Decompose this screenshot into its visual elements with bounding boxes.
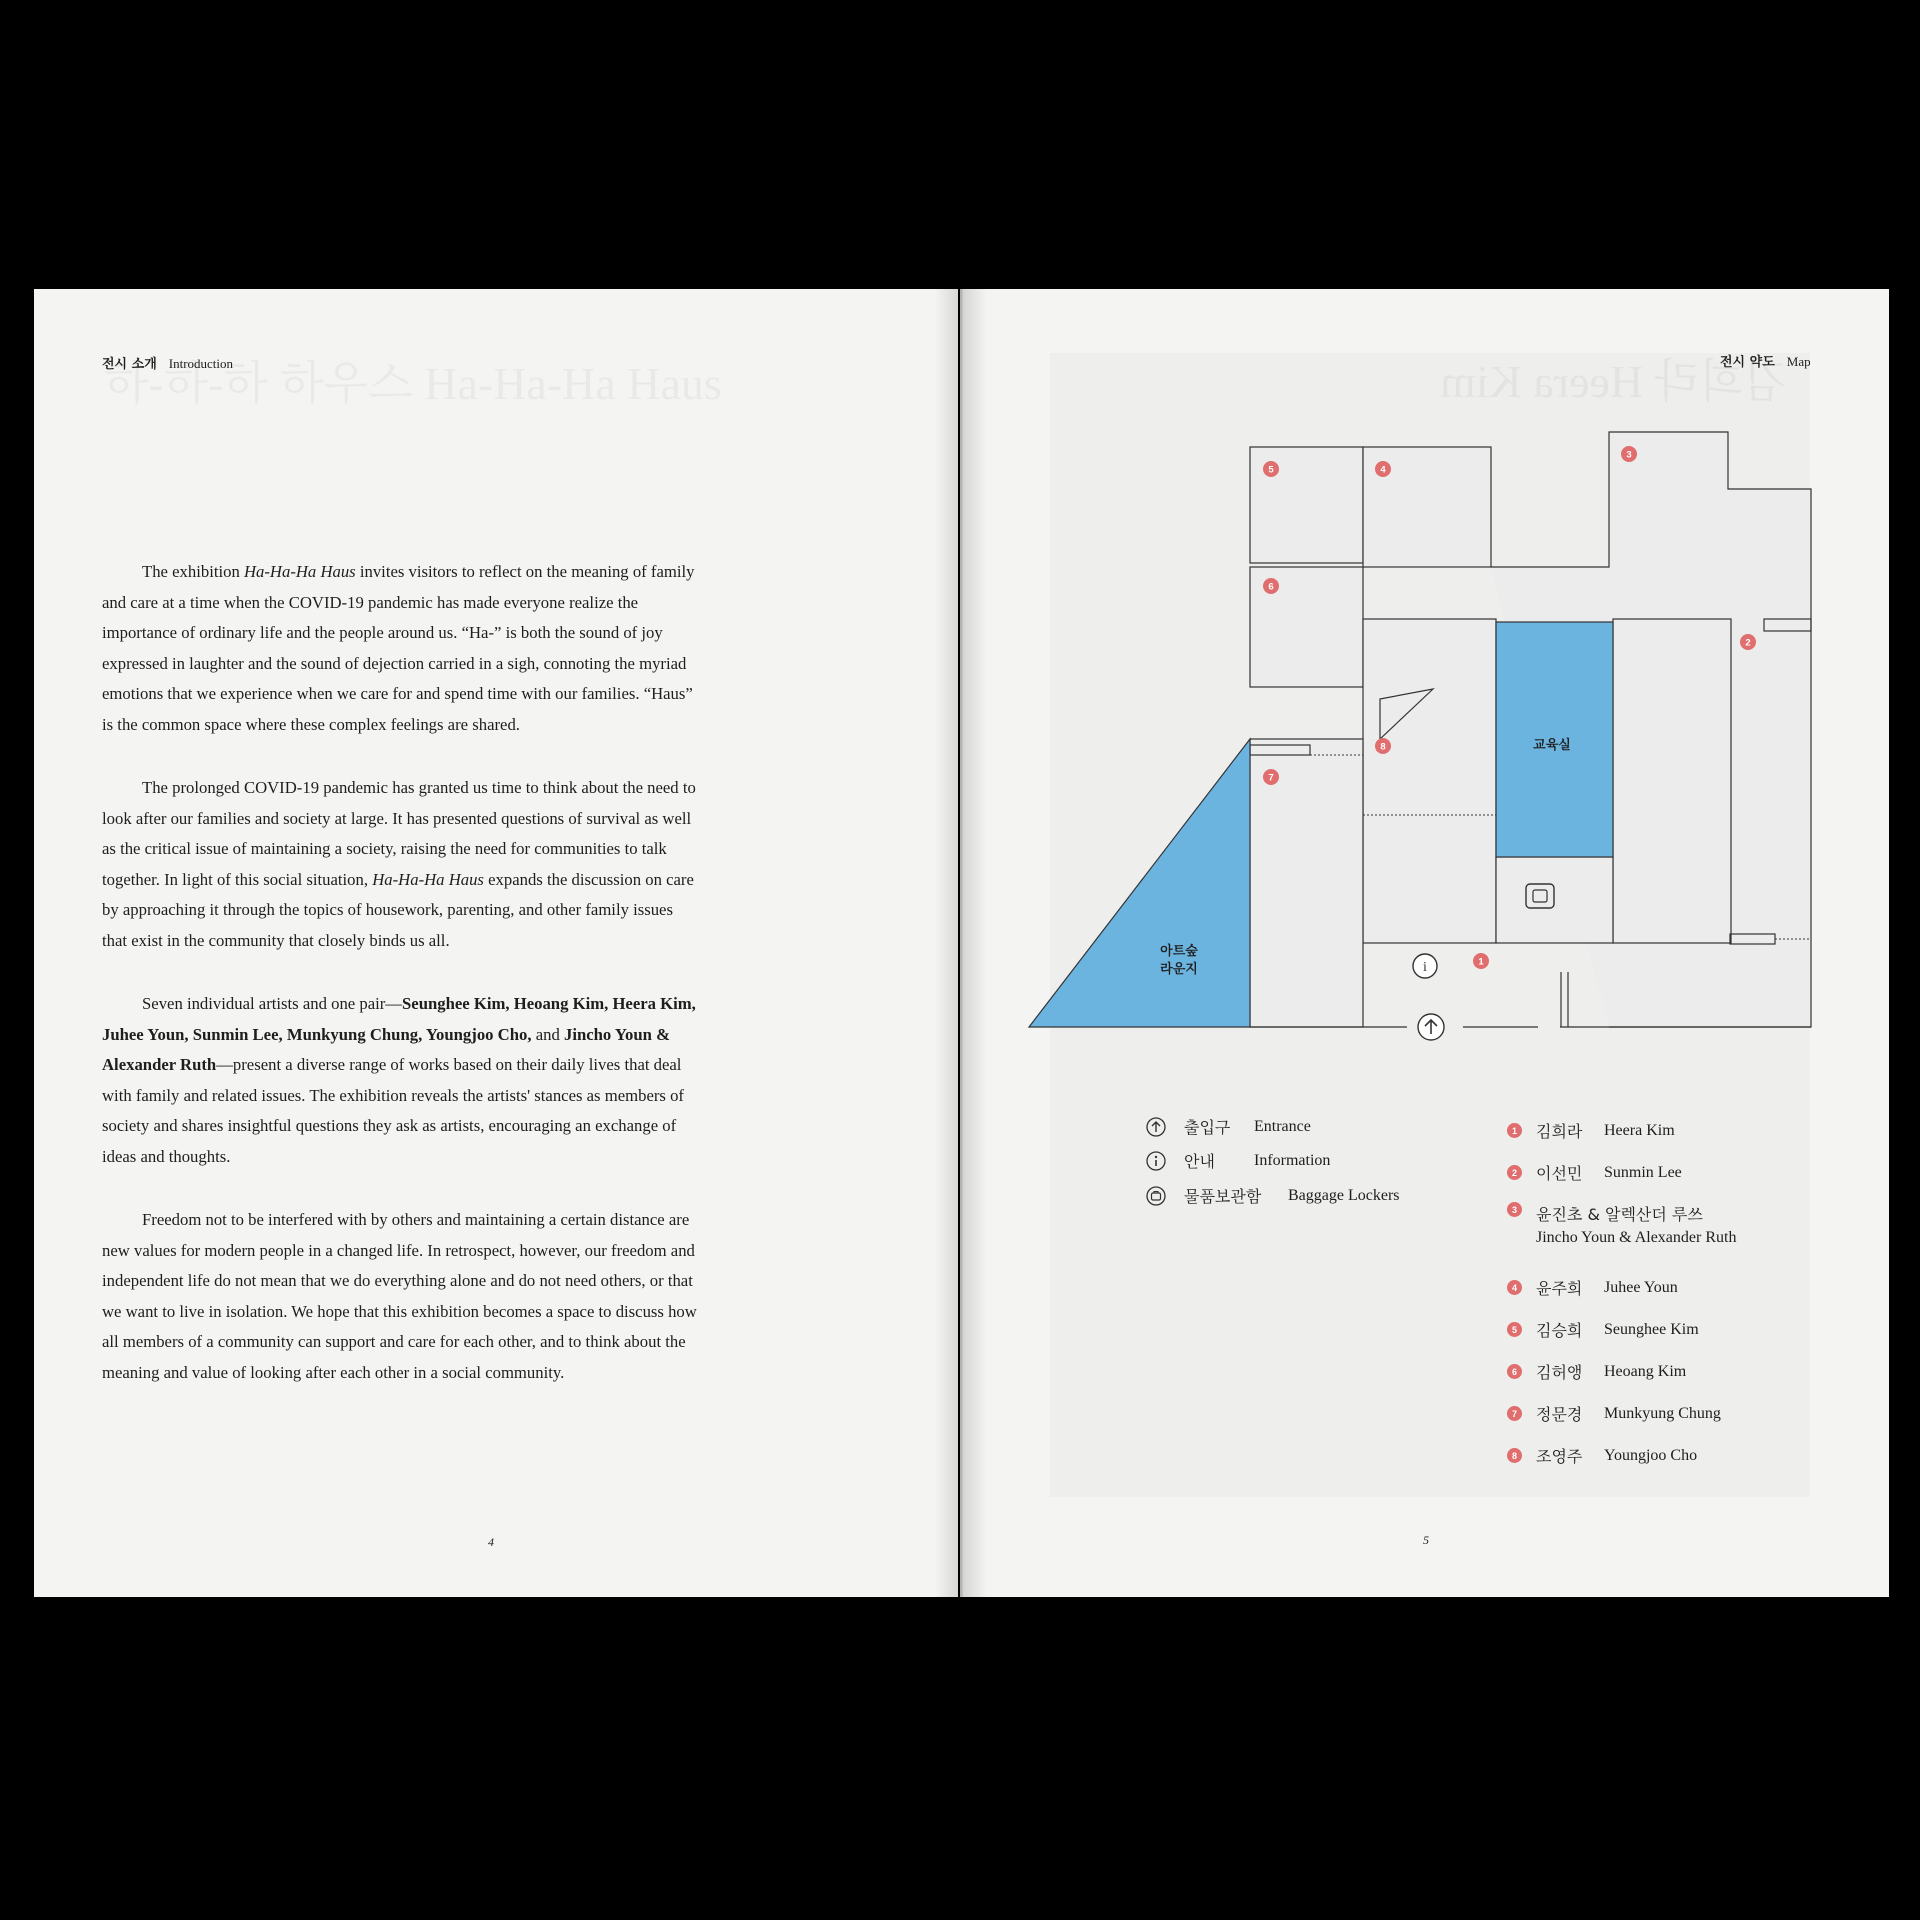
art-forest-lounge	[1029, 739, 1250, 1027]
map-pin-7	[1263, 769, 1279, 785]
svg-text:3: 3	[1626, 449, 1632, 461]
artist-name-kr: 김허앵	[1536, 1363, 1583, 1382]
svg-text:1: 1	[1478, 956, 1484, 968]
artist-legend-item	[1507, 1402, 1721, 1425]
artist-name-kr: 윤주희	[1536, 1279, 1583, 1298]
artist-legend-item	[1507, 1318, 1699, 1341]
map-pin-2	[1740, 634, 1756, 650]
floor-map	[960, 289, 1889, 1089]
legend-label-en: Entrance	[1254, 1117, 1311, 1135]
artist-legend-item	[1507, 1360, 1686, 1383]
header-label-kr: 전시 소개	[102, 357, 157, 372]
legend-baggage	[1146, 1184, 1400, 1207]
artist-number-badge: 3	[1507, 1202, 1522, 1217]
legend-information	[1146, 1149, 1330, 1172]
artist-name-kr: 윤진초 & 알렉산더 루쓰	[1536, 1205, 1703, 1224]
artist-name-en: Jincho Youn & Alexander Ruth	[1536, 1229, 1737, 1246]
artist-legend-item	[1507, 1444, 1697, 1467]
room-label-lounge-1: 아트숲	[1160, 944, 1198, 959]
artist-name-en: Munkyung Chung	[1604, 1404, 1721, 1422]
legend-label-kr: 출입구	[1184, 1118, 1231, 1137]
artist-pair: Jincho Youn & Alexander Ruth	[102, 1024, 671, 1074]
artist-number-badge: 8	[1507, 1448, 1522, 1463]
artist-name-en: Heoang Kim	[1604, 1362, 1687, 1380]
paragraph-1: The exhibition Ha-Ha-Ha Haus invites visitors to reflect on the meaning of family and care at a time when the COVID-19 pandemic has made everyone realize the importance of ordinary life and the people around us. “Ha-” is both the sound of joy expressed in laughter and the sound of dejection carried in a sigh, connoting the myriad emotions that we experience when we care for and spend time with our families. “Haus” is the common space where these complex feelings are shared.	[102, 562, 695, 734]
svg-text:i: i	[1423, 960, 1427, 975]
running-head-introduction	[102, 353, 233, 372]
artist-number-badge: 2	[1507, 1165, 1522, 1180]
map-pin-1	[1473, 953, 1489, 969]
map-pin-3	[1621, 446, 1637, 462]
artist-number-badge: 1	[1507, 1123, 1522, 1138]
artist-name-en: Juhee Youn	[1604, 1278, 1678, 1296]
information-marker	[1413, 954, 1437, 978]
page-number: 4	[488, 1535, 494, 1549]
artist-legend-item	[1507, 1161, 1682, 1184]
svg-text:5: 5	[1268, 464, 1274, 476]
artist-legend-item	[1507, 1202, 1736, 1251]
entrance-marker	[1418, 1014, 1444, 1040]
room-8	[1363, 619, 1496, 943]
artist-number-badge: 6	[1507, 1364, 1522, 1379]
artist-name-kr: 김희라	[1536, 1122, 1583, 1141]
svg-text:6: 6	[1268, 581, 1274, 593]
book-gutter	[935, 289, 987, 1597]
artist-name-kr: 조영주	[1536, 1447, 1583, 1466]
artist-name-en: Heera Kim	[1604, 1121, 1675, 1139]
artist-name-en: Youngjoo Cho	[1604, 1446, 1698, 1464]
header-label-en: Map	[1786, 354, 1811, 369]
map-pin-4	[1375, 461, 1391, 477]
entrance-arrow-icon	[1146, 1117, 1166, 1137]
artist-legend-item	[1507, 1119, 1675, 1142]
artist-name-en: Sunmin Lee	[1604, 1163, 1682, 1181]
artist-number-badge: 4	[1507, 1280, 1522, 1295]
artist-names: Seunghee Kim, Heoang Kim, Heera Kim, Juhee Youn, Sunmin Lee, Munkyung Chung, Youngjoo Cho,	[102, 994, 696, 1044]
baggage-locker-icon	[1146, 1186, 1166, 1206]
artist-number-badge: 5	[1507, 1322, 1522, 1337]
svg-text:2: 2	[1745, 637, 1751, 649]
header-label-kr: 전시 약도	[1720, 355, 1775, 370]
map-pin-8	[1375, 738, 1391, 754]
paragraph-2: The prolonged COVID-19 pandemic has granted us time to think about the need to look after our families and society at large. It has presented questions of survival as well as the critical issue of maintaining a society, raising the need for communities to talk together. In light of this social situation, Ha-Ha-Ha Haus expands the discussion on care by approaching it through the topics of housework, parenting, and other family issues that exist in the community that closely binds us all.	[102, 778, 696, 950]
paragraph-3: Seven individual artists and one pair—Seunghee Kim, Heoang Kim, Heera Kim, Juhee Youn, Sunmin Lee, Munkyung Chung, Youngjoo Cho, and Jincho Youn & Alexander Ruth—present a diverse range of works based on their daily lives that deal with family and related issues. The exhibition reveals the artists' stances as members of society and shares insightful questions they ask as artists, encouraging an exchange of ideas and thoughts.	[102, 994, 696, 1166]
legend-label-kr: 물품보관함	[1184, 1187, 1262, 1206]
artist-name-kr: 정문경	[1536, 1405, 1583, 1424]
legend-label-kr: 안내	[1184, 1152, 1215, 1171]
artist-name-en: Seunghee Kim	[1604, 1320, 1699, 1338]
room-2	[1613, 619, 1731, 943]
legend-label-en: Baggage Lockers	[1288, 1186, 1400, 1204]
artist-name-kr: 김승희	[1536, 1321, 1583, 1340]
paragraph-4: Freedom not to be interfered with by others and maintaining a certain distance are new values for modern people in a changed life. In retrospect, however, our freedom and independent life do not mean that we do everything alone and do not need others, or that we want to live in isolation. We hope that this exhibition becomes a space to discuss how all members of a community can support and care for each other, and to think about the meaning and value of looking after each other in a social community.	[102, 1210, 697, 1382]
legend-label-en: Information	[1254, 1151, 1331, 1169]
introduction-text	[102, 557, 702, 1421]
artist-name-kr: 이선민	[1536, 1164, 1583, 1183]
svg-text:4: 4	[1380, 464, 1386, 476]
page-number: 5	[1423, 1533, 1429, 1547]
room-label-education: 교육실	[1533, 738, 1571, 753]
header-label-en: Introduction	[168, 356, 234, 371]
map-pin-5	[1263, 461, 1279, 477]
svg-text:8: 8	[1380, 741, 1386, 753]
artist-legend-item	[1507, 1276, 1678, 1299]
left-page	[34, 289, 958, 1597]
right-page	[960, 289, 1889, 1597]
artist-number-badge: 7	[1507, 1406, 1522, 1421]
information-icon	[1146, 1151, 1166, 1171]
room-label-lounge-2: 라운지	[1160, 962, 1198, 977]
legend-entrance	[1146, 1115, 1311, 1138]
svg-text:7: 7	[1268, 772, 1274, 784]
map-pin-6	[1263, 578, 1279, 594]
